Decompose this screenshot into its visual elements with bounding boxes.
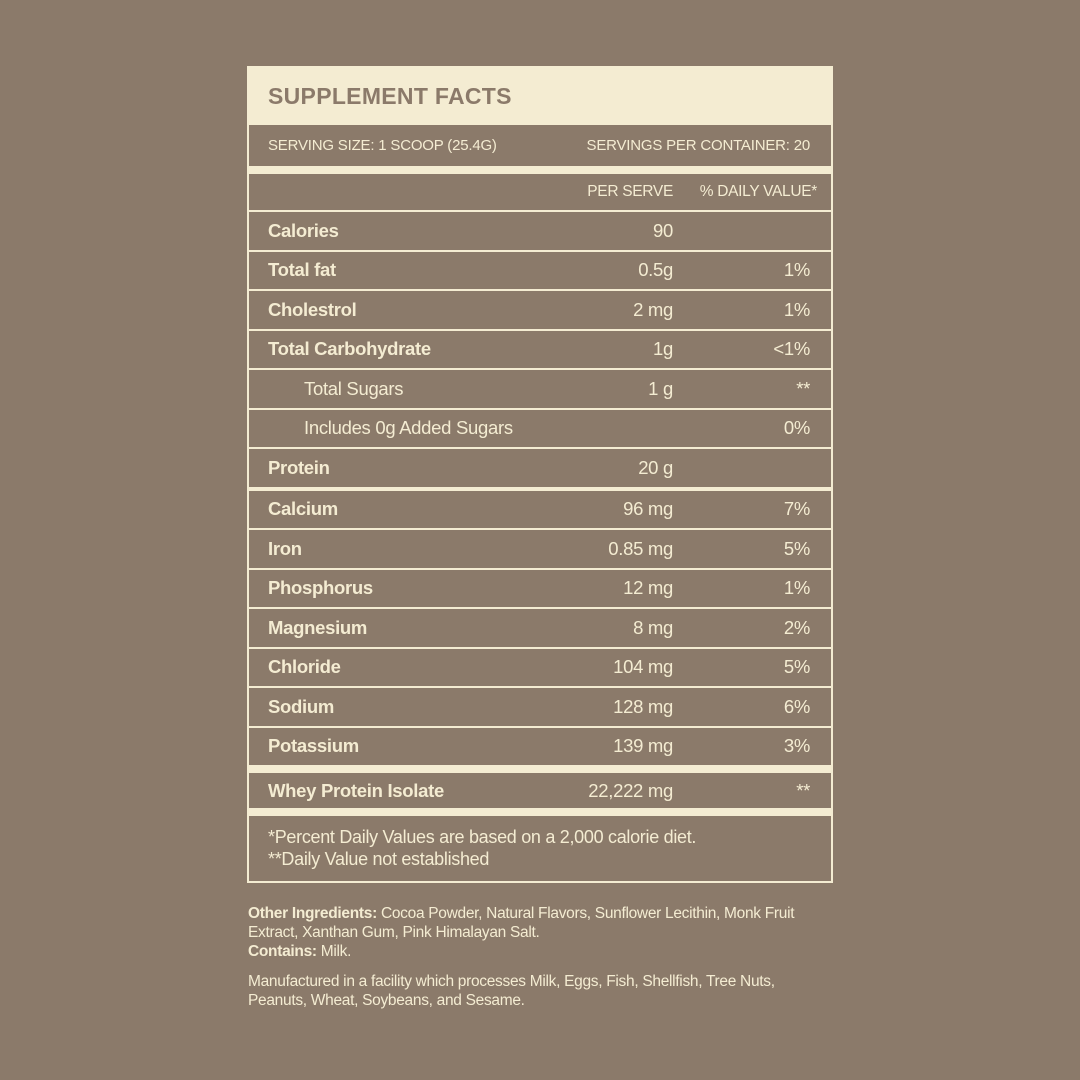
title-band bbox=[249, 66, 831, 125]
divider bbox=[249, 808, 831, 816]
other-ingredients: Other Ingredients: Cocoa Powder, Natural Flavors, Sunflower Lecithin, Monk Fruit Extract, Xanthan Gum, Pink Himalayan Salt. bbox=[248, 905, 795, 941]
facility-statement: Manufactured in a facility which processes Milk, Eggs, Fish, Shellfish, Tree Nuts, Peanuts, Wheat, Soybeans, and Sesame. bbox=[248, 973, 775, 1009]
nutrient-row-calories: Calories 90 bbox=[249, 212, 831, 250]
footnotes bbox=[249, 816, 831, 881]
nutrient-row-calcium: Calcium 96 mg 7% bbox=[249, 491, 831, 529]
nutrient-row-total-sugars: Total Sugars 1 g ** bbox=[249, 370, 831, 408]
footnote-not-established: **Daily Value not established bbox=[268, 849, 490, 869]
servings-per-container: SERVINGS PER CONTAINER: 20 bbox=[586, 137, 810, 154]
nutrient-row-sodium: Sodium 128 mg 6% bbox=[249, 688, 831, 726]
supplement-facts-panel bbox=[247, 66, 833, 883]
nutrient-row-potassium: Potassium 139 mg 3% bbox=[249, 728, 831, 766]
nutrient-row-chloride: Chloride 104 mg 5% bbox=[249, 649, 831, 687]
ingredients-section bbox=[248, 904, 828, 1010]
nutrient-row-phosphorus: Phosphorus 12 mg 1% bbox=[249, 570, 831, 608]
footnote-daily-value: *Percent Daily Values are based on a 2,000 calorie diet. bbox=[268, 827, 697, 847]
serving-info-row bbox=[249, 125, 831, 166]
proprietary-row-whey-protein-isolate: Whey Protein Isolate 22,222 mg ** bbox=[249, 773, 831, 808]
nutrient-row-total-carbohydrate: Total Carbohydrate 1g <1% bbox=[249, 331, 831, 369]
column-per-serve: PER SERVE bbox=[587, 183, 673, 200]
nutrient-row-total-fat: Total fat 0.5g 1% bbox=[249, 252, 831, 290]
panel-title: SUPPLEMENT FACTS bbox=[268, 83, 512, 109]
contains-allergens: Contains: Milk. bbox=[248, 943, 352, 960]
divider bbox=[249, 166, 831, 174]
nutrient-row-cholestrol: Cholestrol 2 mg 1% bbox=[249, 291, 831, 329]
column-daily-value: % DAILY VALUE* bbox=[699, 183, 817, 200]
nutrient-row-protein: Protein 20 g bbox=[249, 449, 831, 487]
nutrient-row-magnesium: Magnesium 8 mg 2% bbox=[249, 609, 831, 647]
serving-size: SERVING SIZE: 1 SCOOP (25.4G) bbox=[268, 137, 497, 154]
divider bbox=[249, 765, 831, 773]
column-header-row bbox=[249, 174, 831, 210]
nutrient-row-added-sugars: Includes 0g Added Sugars 0% bbox=[249, 410, 831, 448]
nutrient-row-iron: Iron 0.85 mg 5% bbox=[249, 530, 831, 568]
